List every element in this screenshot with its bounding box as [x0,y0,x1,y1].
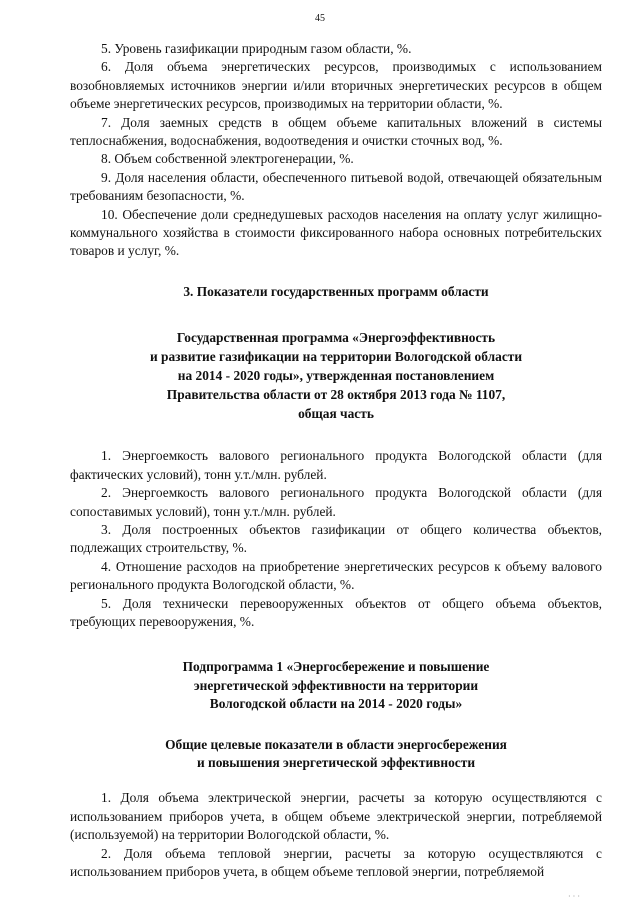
subprogram-heading-line: Подпрограмма 1 «Энергосбережение и повышение [182,659,490,675]
subprogram-heading-line: Вологодской области на 2014 - 2020 годы» [209,696,463,712]
program-heading-line: общая часть [298,406,374,422]
page-number: 45 [315,13,325,24]
program-heading-line: Правительства области от 28 октября 2013 года № 1107, [166,387,506,403]
program-item: 5. Доля технически перевооруженных объектов от общего объема объектов, требующих перевооружения, %. [70,595,602,629]
program-heading-line: и развитие газификации на территории Вологодской области [149,349,523,365]
goal-item: 1. Доля объема электрической энергии, расчеты за которую осуществляются с использованием приборов учета, в общем объеме электрической энергии, потребляемой (используемой) на территории Вологодской области, %. [70,790,602,843]
spacer [70,423,602,447]
subprogram-heading [70,658,602,713]
intro-item: 5. Уровень газификации природным газом области, %. [101,41,412,56]
program-item: 2. Энергоемкость валового регионального продукта Вологодской области (для сопоставимых условий), тонн у.т./млн. рублей. [70,485,602,519]
program-item: 3. Доля построенных объектов газификации от общего количества объектов, подлежащих строительству, %. [70,521,602,556]
goal-item: 2. Доля объема тепловой энергии, расчеты за которую осуществляются с использованием приборов учета, в общем объеме тепловой энергии, потребляемой [70,845,602,879]
intro-item: 6. Доля объема энергетических ресурсов, производимых с использованием возобновляемых источников энергии и/или вторичных энергетических ресурсов в общем объеме энергетических ресурсов, производимых на территории области, %. [70,59,602,112]
intro-item: 10. Обеспечение доли среднедушевых расходов населения на оплату услуг жилищно-коммунального хозяйства в стоимости фиксированного набора основных потребительских товаров и услуг, %. [70,206,602,259]
intro-item: 9. Доля населения области, обеспеченного питьевой водой, отвечающей обязательным требованиям безопасности, %. [70,169,602,204]
goals-heading-line: и повышения энергетической эффективности [196,754,476,770]
program-item: 4. Отношение расходов на приобретение энергетических ресурсов к объему валового регионального продукта Вологодской области, %. [70,558,602,593]
section-heading: 3. Показатели государственных программ области [183,283,489,299]
subprogram-heading-line: энергетической эффективности на территории [193,677,479,693]
goals-heading [70,736,602,773]
page-bottom-mark: · · · [568,892,580,901]
intro-item: 7. Доля заемных средств в общем объеме капитальных вложений в системы теплоснабжения, водоснабжения, водоотведения и очистки сточных вод, %. [70,114,602,149]
program-heading-line: Государственная программа «Энергоэффективность [176,330,496,346]
page-content [70,40,602,881]
program-heading-line: на 2014 - 2020 годы», утвержденная постановлением [177,368,495,384]
goals-heading-line: Общие целевые показатели в области энергосбережения [165,736,507,752]
intro-item: 8. Объем собственной электрогенерации, %. [101,151,354,167]
program-heading [70,328,602,423]
program-item: 1. Энергоемкость валового регионального продукта Вологодской области (для фактических условий), тонн у.т./млн. рублей. [70,448,602,482]
